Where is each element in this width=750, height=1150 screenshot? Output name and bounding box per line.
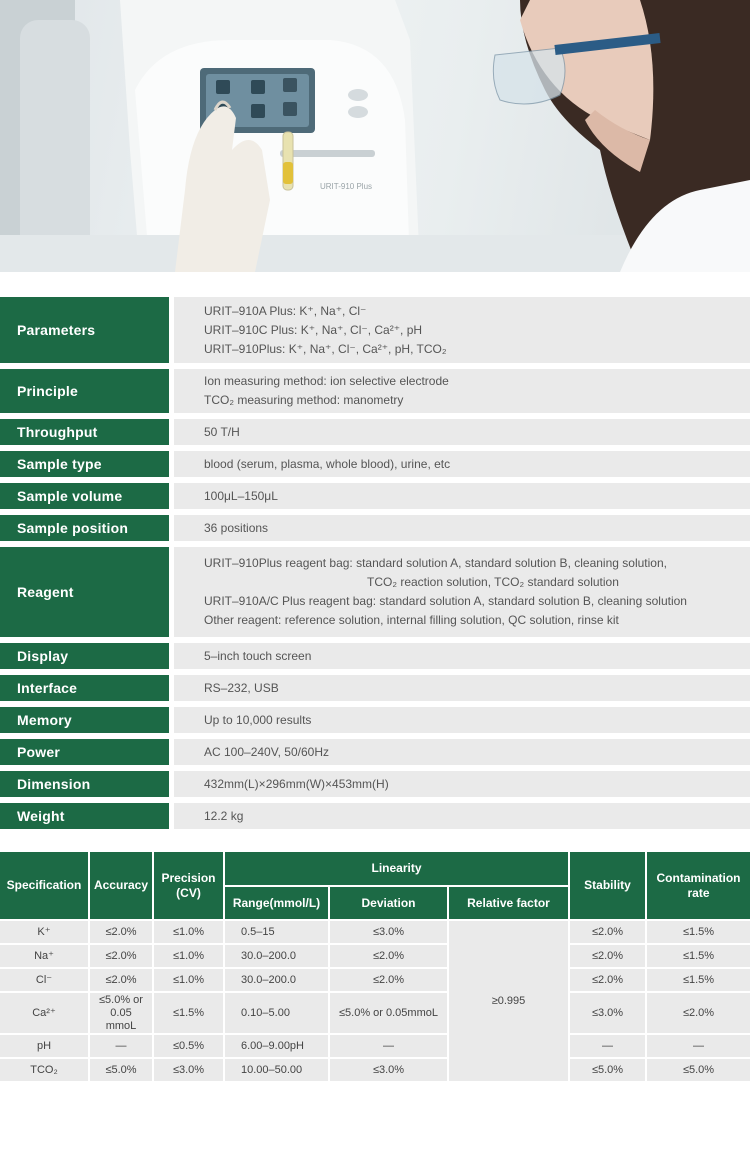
spec-label: Memory: [0, 707, 169, 733]
spec-label: Principle: [0, 369, 169, 413]
cell-contamination: —: [647, 1035, 750, 1057]
spec-value-line: URIT–910A Plus: K⁺, Na⁺, Cl⁻: [204, 303, 367, 318]
spec-value-line: URIT–910Plus: K⁺, Na⁺, Cl⁻, Ca²⁺, pH, TCO₂: [204, 341, 447, 356]
spec-label: Sample volume: [0, 483, 169, 509]
cell-spec: Cl⁻: [0, 969, 88, 991]
header-stability: Stability: [570, 852, 645, 919]
cell-deviation: ≤5.0% or 0.05mmoL: [330, 993, 447, 1033]
spec-value-line: URIT–910Plus reagent bag: standard solution A, standard solution B, cleaning solution,: [204, 556, 667, 570]
cell-deviation: ≤3.0%: [330, 1059, 447, 1081]
spec-value-line: Other reagent: reference solution, internal filling solution, QC solution, rinse kit: [204, 613, 619, 627]
spec-value-line: RS–232, USB: [204, 680, 279, 695]
spec-value-line: TCO₂ reaction solution, TCO₂ standard solution: [367, 575, 619, 589]
spec-row-dimension: [0, 771, 750, 797]
spec-value: [174, 675, 750, 701]
spec-label: Dimension: [0, 771, 169, 797]
cell-spec: K⁺: [0, 921, 88, 943]
header-relative-factor: Relative factor: [449, 887, 568, 919]
cell-stability: ≤3.0%: [570, 993, 645, 1033]
spec-value: [174, 707, 750, 733]
header-range: Range(mmol/L): [225, 887, 328, 919]
spec-value-line: 5–inch touch screen: [204, 648, 312, 663]
spec-value: [174, 547, 750, 637]
spec-value-line: URIT–910A/C Plus reagent bag: standard solution A, standard solution B, cleaning solution: [204, 594, 687, 608]
spec-row-throughput: [0, 419, 750, 445]
cell-contamination: ≤1.5%: [647, 921, 750, 943]
spec-value: [174, 771, 750, 797]
hero-photo: [0, 0, 750, 272]
header-accuracy: Accuracy: [90, 852, 152, 919]
spec-value-line: 36 positions: [204, 520, 269, 535]
spec-row-interface: [0, 675, 750, 701]
header-contamination: Contamination rate: [647, 852, 750, 919]
cell-deviation: ≤3.0%: [330, 921, 447, 943]
spec-row-display: [0, 643, 750, 669]
spec-row-reagent: [0, 547, 750, 637]
spec-row-memory: [0, 707, 750, 733]
cell-precision: ≤1.5%: [154, 993, 223, 1033]
cell-spec: pH: [0, 1035, 88, 1057]
spec-label: Parameters: [0, 297, 169, 363]
spec-label: Weight: [0, 803, 169, 829]
cell-accuracy: —: [90, 1035, 152, 1057]
spec-row-principle: [0, 369, 750, 413]
cell-precision: ≤3.0%: [154, 1059, 223, 1081]
spec-value: [174, 515, 750, 541]
spec-label: Display: [0, 643, 169, 669]
cell-accuracy: ≤5.0%: [90, 1059, 152, 1081]
spec-label: Throughput: [0, 419, 169, 445]
device-model-text: URIT-910 Plus: [320, 182, 373, 191]
spec-row-sample-position: [0, 515, 750, 541]
cell-spec: Ca²⁺: [0, 993, 88, 1033]
spec-value: [174, 803, 750, 829]
cell-range: 6.00–9.00pH: [225, 1035, 328, 1057]
spec-value-line: blood (serum, plasma, whole blood), urine, etc: [204, 456, 451, 471]
cell-contamination: ≤5.0%: [647, 1059, 750, 1081]
relative-factor-value: ≥0.995: [449, 921, 568, 1081]
spec-value: [174, 643, 750, 669]
spec-label: Sample type: [0, 451, 169, 477]
cell-accuracy: ≤5.0% or 0.05 mmoL: [90, 993, 152, 1033]
spec-value-line: 432mm(L)×296mm(W)×453mm(H): [204, 776, 389, 791]
cell-range: 0.5–15: [225, 921, 328, 943]
spec-label: Power: [0, 739, 169, 765]
spec-value-line: 12.2 kg: [204, 808, 244, 823]
cell-accuracy: ≤2.0%: [90, 921, 152, 943]
cell-accuracy: ≤2.0%: [90, 969, 152, 991]
spec-value-line: URIT–910C Plus: K⁺, Na⁺, Cl⁻, Ca²⁺, pH: [204, 322, 423, 337]
spec-value-line: 50 T/H: [204, 424, 240, 439]
spec-row-power: [0, 739, 750, 765]
cell-range: 30.0–200.0: [225, 969, 328, 991]
spec-value: [174, 739, 750, 765]
cell-deviation: ≤2.0%: [330, 969, 447, 991]
cell-contamination: ≤1.5%: [647, 945, 750, 967]
spec-row-parameters: [0, 297, 750, 363]
cell-precision: ≤1.0%: [154, 921, 223, 943]
lab-scene-illustration: [0, 0, 750, 272]
cell-range: 10.00–50.00: [225, 1059, 328, 1081]
spec-row-weight: [0, 803, 750, 829]
spec-value: [174, 451, 750, 477]
header-specification: Specification: [0, 852, 88, 919]
cell-precision: ≤0.5%: [154, 1035, 223, 1057]
cell-precision: ≤1.0%: [154, 945, 223, 967]
spec-label: Reagent: [0, 547, 169, 637]
cell-stability: ≤2.0%: [570, 921, 645, 943]
spec-label: Interface: [0, 675, 169, 701]
header-linearity: Linearity: [225, 852, 568, 885]
cell-deviation: —: [330, 1035, 447, 1057]
spec-value-line: Ion measuring method: ion selective electrode: [204, 374, 449, 388]
cell-contamination: ≤1.5%: [647, 969, 750, 991]
cell-range: 0.10–5.00: [225, 993, 328, 1033]
spec-value-line: Up to 10,000 results: [204, 712, 312, 727]
cell-range: 30.0–200.0: [225, 945, 328, 967]
cell-spec: TCO₂: [0, 1059, 88, 1081]
spec-value: [174, 297, 750, 363]
cell-stability: ≤2.0%: [570, 969, 645, 991]
header-deviation: Deviation: [330, 887, 447, 919]
cell-stability: —: [570, 1035, 645, 1057]
spec-row-sample-volume: [0, 483, 750, 509]
cell-contamination: ≤2.0%: [647, 993, 750, 1033]
cell-stability: ≤2.0%: [570, 945, 645, 967]
cell-precision: ≤1.0%: [154, 969, 223, 991]
spec-value: [174, 483, 750, 509]
cell-spec: Na⁺: [0, 945, 88, 967]
spec-value: [174, 419, 750, 445]
spec-value-line: TCO₂ measuring method: manometry: [204, 393, 404, 407]
spec-value-line: AC 100–240V, 50/60Hz: [204, 744, 329, 759]
spec-value: [174, 369, 750, 413]
cell-deviation: ≤2.0%: [330, 945, 447, 967]
cell-accuracy: ≤2.0%: [90, 945, 152, 967]
cell-stability: ≤5.0%: [570, 1059, 645, 1081]
header-precision: Precision (CV): [154, 852, 223, 919]
spec-row-sample-type: [0, 451, 750, 477]
spec-value-line: 100μL–150μL: [204, 488, 278, 503]
spec-label: Sample position: [0, 515, 169, 541]
